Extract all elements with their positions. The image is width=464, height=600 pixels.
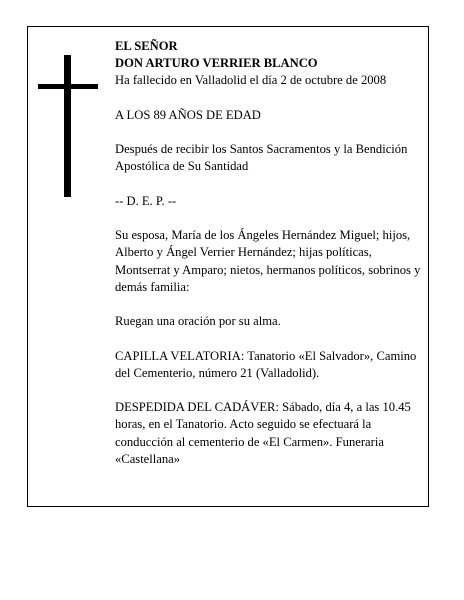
death-notice-line: Ha fallecido en Valladolid el día 2 de octubre de 2008 xyxy=(115,73,387,88)
prayer-line: Ruegan una oración por su alma. xyxy=(115,314,281,329)
farewell-text: Sábado, día 4, a las 10.45 horas, en el Tanatorio. Acto seguido se efectuará la conducción al cementerio de «El Carmen». Funeraria «Castellana» xyxy=(115,400,411,466)
chapel-text: Tanatorio «El Salvador», Camino del Cementerio, número 21 (Valladolid). xyxy=(115,348,417,380)
obituary-content xyxy=(115,38,425,468)
family-paragraph: Su esposa, María de los Ángeles Hernández Miguel; hijos, Alberto y Ángel Verrier Hernández; hijas políticas, Montserrat y Amparo; nietos, hermanos políticos, sobrinos y demás familia: xyxy=(115,228,421,294)
cross-vertical-bar xyxy=(64,55,71,197)
farewell-label: DESPEDIDA DEL CADÁVER: xyxy=(115,400,279,415)
deceased-name: DON ARTURO VERRIER BLANCO xyxy=(115,56,318,71)
farewell-paragraph xyxy=(115,399,425,468)
rip-line: -- D. E. P. -- xyxy=(115,193,177,208)
age-line: A LOS 89 AÑOS DE EDAD xyxy=(115,107,261,122)
chapel-label: CAPILLA VELATORIA: xyxy=(115,348,245,363)
chapel-paragraph xyxy=(115,348,425,382)
latin-cross-icon xyxy=(38,55,98,197)
sacraments-paragraph: Después de recibir los Santos Sacramentos y la Bendición Apostólica de Su Santidad xyxy=(115,142,408,174)
cross-horizontal-bar xyxy=(38,84,98,89)
title-line-1: EL SEÑOR xyxy=(115,39,178,53)
